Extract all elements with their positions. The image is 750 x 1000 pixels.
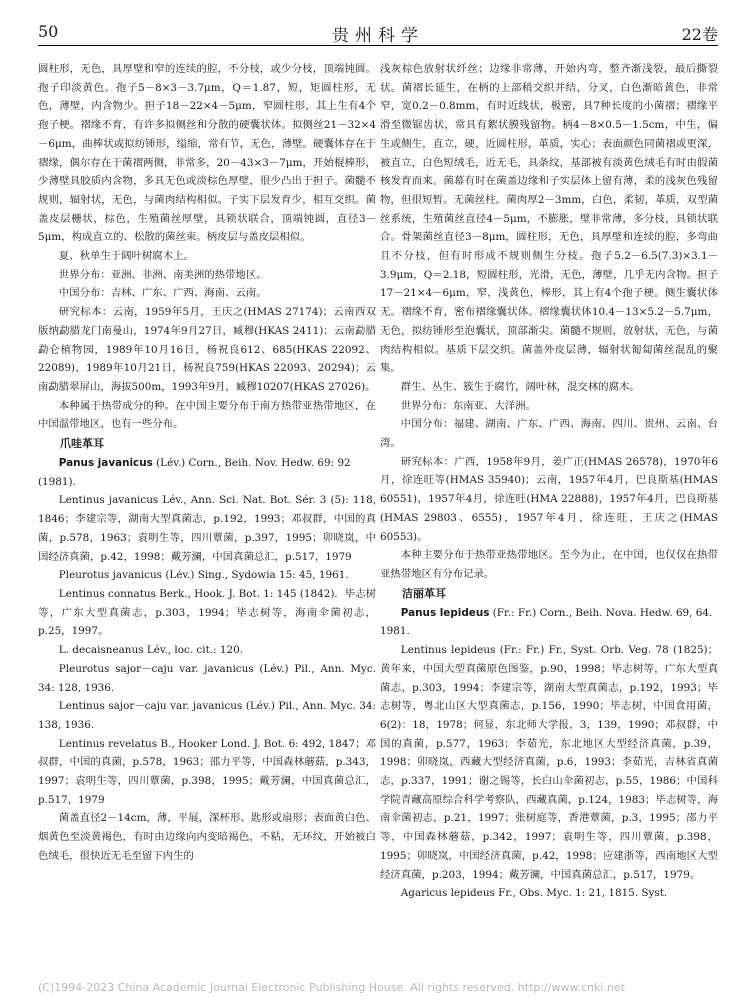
paragraph: 研究标本：广西，1958年9月，姜广正(HMAS 26578)，1970年6月，徐连旺等(HMAS 35940)；云南，1957年4月，巴良斯基(HMAS 60551)，1957年4月，徐连旺(HMA 22888)，1957年4月，巴良斯基(HMAS 29803、6555)，1957年4月，徐连旺，王庆之(HMAS 60553)。 [380,455,718,543]
paragraph: 浅灰棕色放射状纤丝；边缘非常薄，开始内弯，整齐渐浅裂，最后撕裂状。菌褶长延生，在柄的上部稍交织并结，分叉，白色渐暗黄色，非常窄，宽0.2－0.8mm，有时近线状，极密，具7种长度的小菌褶；褶缘平滑至微锯齿状，常具有絮状膜残留物。柄4－8×0.5－1.5cm，中生，偏生或侧生，直立，硬，近圆柱形，革质，实心；表面颜色同菌褶或更深，被直立，白色短绒毛，近无毛，具条纹，基部被有淡黄色绒毛有时由假菌核发育而来。菌幕有时在菌盖边缘和子实层体上留有薄，柔的浅灰色残留物，但很短暂。无菌丝柱。菌肉厚2－3mm，白色，柔韧，革质，双型菌丝系统，生殖菌丝直径4－5μm，不膨胀，壁非常薄，多分枝，具锁状联合。骨架菌丝直径3－8μm，圆柱形，无色，具厚壁和连续的腔，多弯曲且不分枝，但有时形成不规则侧生分枝。孢子5.2－6.5(7.3)×3.1－3.9μm，Q＝2.18，短圆柱形，光滑，无色，薄壁，几乎无内含物。担子17－21×4－6μm，窄，浅黄色，棒形，其上有4个孢子梗。侧生囊状体无。褶缘不育，密布褶缘囊状体。褶缘囊状体10.4－13×5.2－5.7μm，无色，拟纺锤形至泡囊状，顶部渐尖。菌髓不规则，放射状，无色，与菌肉结构相似。基质下层交织。菌盖外皮层薄，辐射状匍匐菌丝混乱的聚集。 [380,63,718,375]
paragraph: 世界分布：亚洲、非洲、南美洲的热带地区。 [58,268,267,281]
species-authority: (Lév.) Corn., Beih. Nov. Hedw. 69: 92 (1981). [38,457,351,488]
left-column [38,60,376,990]
synonym-reference: Lentinus javanicus Lév., Ann. Sci. Nat. Bot. Sér. 3 (5): 118, 1846；李建宗等，湖南大型真菌志，p.192，1993；邓叔群，中国的真菌，p.578，1963；袁明生等，四川蕈菌，p.397，1995；卯晓岚，中国经济真菌，p.42，1998；戴芳澜，中国真菌总汇，p.517，1979 [38,494,376,563]
paragraph: 夏、秋单生于阔叶树腐木上。 [58,250,194,263]
species-authority: (Fr.: Fr.) Corn., Beih. Nova. Hedw. 69, 64. 1981. [380,606,713,638]
paragraph: 世界分布：东南亚、大洋洲。 [400,399,536,412]
paragraph: 研究标本：云南，1959年5月，王庆之(HMAS 27174)；云南西双版纳勐腊龙门南曼山，1974年9月27日，臧穆(HKAS 2411)；云南勐腊勐仑植物园，1989年10月16日，杨祝良612、685(HKAS 22092、22089)，1989年10月21日，杨祝良759(HKAS 22093、20294)；云南勐腊翠屏山，海拔500m，1993年9月，臧穆10207(HKAS 27026)。 [38,306,376,393]
species-name: Panus lepideus [400,606,490,619]
synonym-reference: Pleurotus javanicus (Lév.) Sing., Sydowia 15: 45, 1961. [58,569,349,582]
volume-label: 22卷 [681,25,718,44]
synonym-reference: L. decaisneanus Lév., loc. cit.: 120. [58,644,243,657]
paragraph: 群生、丛生、簇生于腐竹，阔叶林，混交林的腐木。 [400,380,640,393]
right-column [380,60,718,990]
species-heading [380,604,718,641]
synonym-reference: Pleurotus sajor－caju var. javanicus (Lév.) Pil., Ann. Myc. 34: 128, 1936. [38,662,376,694]
copyright-watermark: (C)1994-2023 China Academic Journal Electronic Publishing House. All rights reserved. http://www.cnki.net [38,981,625,994]
section-heading: 爪哇革耳 [60,437,104,451]
synonym-reference: Lentinus lepideus (Fr.: Fr.) Fr., Syst. Orb. Veg. 78 (1825)；黄年来，中国大型真菌原色图鉴，p.90，1998；毕志树等，广东大型真菌志，p.303，1994；李建宗等，湖南大型真菌志，p.192，1993；毕志树等，粤北山区大型真菌志，p.156，1990；毕志树，中国食用菌，6(2)：18，1978；何显，东北师大学报，3，139，1990；邓叔群，中国的真菌，p.577，1963；李茹光，东北地区大型经济真菌，p.39，1998；卯晓岚，西藏大型经济真菌，p.6，1993；李茹光，吉林省真菌志，p.337，1991；谢之锡等，长白山伞菌初志，p.55，1986；中国科学院青藏高原综合科学考察队，西藏真菌，p.124，1983；毕志树等，海南伞菌初志，p.21，1997；张树庭等，香港蕈菌，p.3，1995；邵力平等，中国森林蘑菇，p.342，1997；袁明生等，四川蕈菌，p.398，1995；卯晓岚，中国经济真菌，p.42，1998；应建浙等，西南地区大型经济真菌，p.203，1994；戴芳澜，中国真菌总汇，p.517，1979。 [380,644,718,881]
paragraph: 圆柱形，无色，具厚壁和窄的连续的腔，不分枝，或少分枝，顶端钝圆。孢子印淡黄色。孢子5－8×3－3.7μm，Q＝1.87，短，矩圆柱形，无色，薄壁，内含物少。担子18－22×4－5μm，窄圆柱形，其上生有4个孢子梗。褶缘不育，有许多拟侧丝和分散的硬囊状体。拟侧丝21－32×4－6μm，曲棒状或拟纺锤形，缢缩，常有节，无色，薄壁。硬囊体存在于褶缘，偶尔存在于菌褶两侧，非常多，20－43×3－7μm，开始棍棒形，少薄壁具胶质内含物，多具无色或淡棕色厚壁，很少凸出于担子。菌髓不规则，辐射状，无色，与菌肉结构相似。子实下层发育少，相互交织。菌盖皮层栅状，棕色，生殖菌丝厚壁，具锁状联合，顶端钝圆，直径3－5μm，构成直立的、松散的菌丝束。柄皮层与盖皮层相似。 [38,63,376,244]
paragraph: 中国分布：福建、湖南、广东、广西、海南、四川、贵州、云南、台湾。 [380,418,718,450]
synonym-reference: Lentinus revelatus B., Hooker Lond. J. Bot. 6: 492, 1847；邓叔群，中国的真菌，p.578，1963；邵力平等，中国森林蘑菇，p.343，1997；袁明生等，四川蕈菌，p.398，1995；戴芳澜，中国真菌总汇，p.517，1979 [38,737,376,806]
page-number: 50 [38,22,59,41]
paragraph: 本种主要分布于热带亚热带地区。至今为止，在中国，也仅仅在热带亚热带地区有分布记录。 [380,549,718,580]
species-heading [38,454,376,491]
synonym-reference: Agaricus lepideus Fr., Obs. Myc. 1: 21, 1815. Syst. [400,887,668,900]
paragraph: 中国分布：吉林、广东、广西、海南、云南。 [58,287,267,300]
synonym-reference: Lentinus connatus Berk., Hook. J. Bot. 1: 145 (1842)．毕志树等，广东大型真菌志，p.303，1994；毕志树等，海南伞菌初志，p.25，1997。 [38,587,376,638]
paragraph: 本种属于热带成分的种。在中国主要分布于南方热带亚热带地区，在中国温带地区，也有一些分布。 [38,399,376,431]
section-heading: 洁丽革耳 [402,586,446,600]
journal-title: 贵州科学 [332,26,424,46]
synonym-reference: Lentinus sajor－caju var. javanicus (Lév.) Pil., Ann. Myc. 34: 138, 1936. [38,700,376,731]
page-header [38,22,718,46]
paragraph: 菌盖直径2－14cm，薄，平展，深杯形、匙形或扇形；表面黄白色、烟黄色至淡黄褐色，有时由边缘向内变暗褐色，不粘，无环纹，开始被白色绒毛，很快近无毛至留下内生的 [38,812,376,862]
species-name: Panus javanicus [58,457,153,470]
